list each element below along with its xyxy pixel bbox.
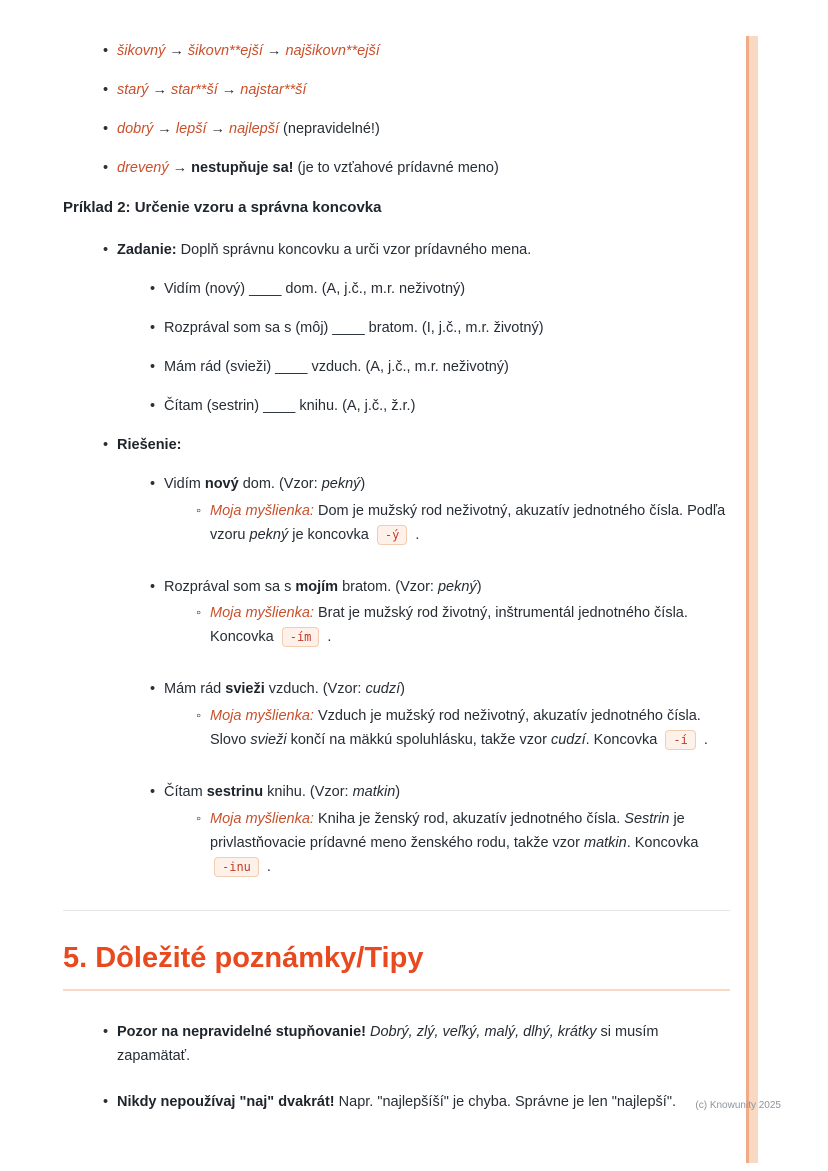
text-run: Mám rád (svieži) ____ vzduch. (A, j.č., m.r. neživotný) — [164, 359, 509, 376]
tip-item — [63, 1021, 730, 1069]
text-run: . — [699, 732, 708, 749]
text-run: → — [153, 120, 176, 137]
text-run: star**ší — [170, 81, 218, 98]
tips-list — [63, 1021, 730, 1115]
section-divider — [63, 910, 730, 911]
text-run: svieži — [250, 732, 287, 749]
text-run: pekný — [249, 526, 289, 543]
list-item — [63, 40, 730, 63]
text-run: Moja myšlienka: — [210, 708, 314, 725]
text-run: Dobrý, zlý, veľký, malý, dlhý, krátky — [370, 1024, 597, 1041]
inline-code: -ím — [282, 627, 320, 647]
text-run: starý — [117, 81, 149, 98]
text-run: ) — [476, 578, 482, 595]
text-run: → — [168, 159, 192, 176]
task-item — [63, 395, 730, 418]
text-run: lepší — [175, 120, 207, 137]
text-run: Napr. "najlepšíší" je chyba. Správne je len "najlepší". — [334, 1094, 677, 1111]
text-run: . — [323, 629, 332, 646]
list-item — [63, 157, 730, 180]
text-run: Doplň správnu koncovku a urči vzor prídavného mena. — [176, 242, 532, 259]
text-run: . Koncovka — [585, 732, 662, 749]
text-run: → — [148, 81, 171, 98]
inline-code: -inu — [214, 857, 259, 877]
text-run: si musím zapamätať. — [117, 1024, 659, 1065]
text-run: . — [262, 858, 271, 875]
text-run: ) — [395, 784, 401, 800]
solution-note — [63, 808, 730, 880]
text-run: (nepravidelné!) — [279, 120, 380, 137]
text-run: bratom. (Vzor: — [338, 578, 438, 595]
text-run: → — [165, 43, 188, 59]
text-run: je koncovka — [288, 526, 373, 543]
text-run: Vidím (nový) ____ dom. (A, j.č., m.r. neživotný) — [164, 281, 466, 298]
text-run: Nikdy nepoužívaj "naj" dvakrát! — [117, 1094, 335, 1111]
zadanie-item — [63, 239, 730, 262]
text-run: Brat je mužský rod životný, inštrumentál jednotného čísla. Koncovka — [210, 605, 688, 646]
text-run: šikovn**ejší — [187, 43, 263, 59]
inline-code: -í — [665, 730, 695, 750]
tip-item — [63, 1091, 730, 1115]
text-run: matkin — [352, 784, 396, 800]
inline-code: -ý — [377, 525, 407, 545]
text-run: Kniha je ženský rod, akuzatív jednotného čísla. — [313, 810, 625, 827]
text-run: sestrinu — [206, 784, 264, 800]
solution-note — [63, 705, 730, 753]
list-item — [63, 118, 730, 141]
text-run: mojím — [295, 578, 339, 595]
solution-item — [63, 781, 730, 804]
list-item — [63, 79, 730, 102]
text-run: vzduch. (Vzor: — [264, 681, 366, 698]
heading-rule — [63, 989, 730, 991]
text-run: svieži — [225, 681, 265, 698]
text-run: Pozor na nepravidelné stupňovanie! — [117, 1024, 366, 1041]
accent-stripe — [746, 36, 758, 1163]
solution-note — [63, 602, 730, 650]
text-run: pekný — [321, 475, 361, 492]
text-run: Riešenie: — [117, 436, 182, 453]
text-run: najlepší — [229, 120, 280, 137]
copyright: (c) Knowunity 2025 — [695, 1100, 781, 1111]
text-run: → — [206, 120, 230, 137]
text-run: Mám rád — [164, 681, 226, 698]
text-run: cudzí — [365, 681, 401, 698]
text-run: Moja myšlienka: — [210, 502, 314, 519]
text-run: Vzduch je mužský rod neživotný, akuzatív jednotného čísla. Slovo — [210, 708, 701, 749]
text-run: → — [262, 43, 286, 59]
gradation-examples-list — [63, 40, 730, 180]
text-run: Čítam — [164, 784, 207, 800]
section5-heading: 5. Dôležité poznámky/Tipy — [63, 941, 424, 974]
text-run: Vidím — [164, 475, 205, 492]
text-run: končí na mäkkú spoluhlásku, takže vzor — [286, 732, 551, 749]
solution-item — [63, 576, 730, 599]
task-item — [63, 278, 730, 301]
text-run: šikovný — [117, 43, 166, 59]
example2-section — [63, 239, 730, 879]
solution-item — [63, 473, 730, 496]
text-run: dom. (Vzor: — [238, 475, 322, 492]
text-run: Zadanie: — [117, 242, 177, 259]
text-run: drevený — [117, 159, 169, 176]
task-item — [63, 317, 730, 340]
text-run: matkin — [583, 834, 627, 851]
text-run: Rozprával som sa s — [164, 578, 296, 595]
text-run: najšikovn**ejší — [285, 43, 380, 59]
text-run: pekný — [437, 578, 477, 595]
text-run: nový — [204, 475, 239, 492]
task-item — [63, 356, 730, 379]
text-run: Moja myšlienka: — [210, 810, 314, 827]
text-run: . Koncovka — [626, 834, 699, 851]
text-run: Dom je mužský rod neživotný, akuzatív jednotného čísla. Podľa vzoru — [210, 502, 726, 543]
text-run: cudzí — [550, 732, 586, 749]
text-run: dobrý — [117, 120, 154, 137]
text-run: → — [217, 81, 241, 98]
solution-note — [63, 500, 730, 548]
text-run: knihu. (Vzor: — [263, 784, 353, 800]
text-run: Čítam (sestrin) ____ knihu. (A, j.č., ž.r.) — [164, 397, 416, 414]
text-run: je privlastňovacie prídavné meno ženského rodu, takže vzor — [210, 810, 685, 851]
text-run: ) — [400, 681, 405, 698]
text-run: Rozprával som sa s (môj) ____ bratom. (I, j.č., m.r. životný) — [164, 320, 544, 337]
text-run: . — [411, 526, 420, 543]
text-run: (je to vzťahové prídavné meno) — [293, 159, 499, 176]
text-run: Sestrin — [624, 810, 670, 827]
solution-item — [63, 678, 730, 701]
text-run: ) — [360, 475, 366, 492]
example2-heading: Príklad 2: Určenie vzoru a správna koncovka — [63, 198, 382, 216]
riesenie-item — [63, 434, 730, 457]
text-run: najstar**ší — [240, 81, 307, 98]
text-run: nestupňuje sa! — [191, 159, 294, 176]
text-run: Moja myšlienka: — [210, 605, 314, 622]
